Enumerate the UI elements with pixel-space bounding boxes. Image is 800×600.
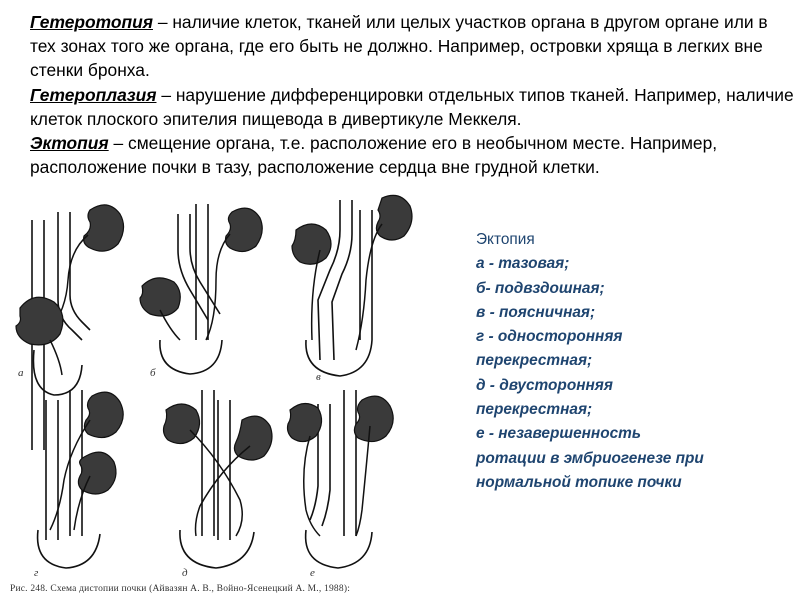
- definition-heteroplasia: – нарушение дифференцировки отдельных типов тканей. Например, наличие клеток плоского эпителия пищевода в дивертикуле Меккеля.: [30, 84, 794, 129]
- panel-c: [292, 195, 412, 383]
- panel-label-b: б: [150, 367, 156, 379]
- legend-item-f: е - незавершенность ротации в эмбриогенезе при нормальной топике почки: [476, 425, 704, 491]
- ectopia-legend: [476, 228, 706, 495]
- legend-item-e: д - двусторонняя перекрестная;: [476, 376, 613, 419]
- paragraph-heteroplasia: [8, 83, 794, 131]
- legend-item-b: б- подвздошная;: [476, 279, 605, 297]
- panel-label-f: е: [310, 567, 315, 579]
- paragraph-heterotopia: [8, 10, 794, 83]
- term-heteroplasia: Гетероплазия: [30, 84, 157, 105]
- legend-title: Эктопия: [476, 231, 535, 248]
- panel-d: [34, 390, 123, 579]
- definition-ectopia: – смещение органа, т.е. расположение его в необычном месте. Например, расположение почки в тазу, расположение сердца вне грудной клетки.: [30, 133, 718, 178]
- kidney-diagram: [10, 190, 440, 580]
- figure-caption: Рис. 248. Схема дистопии почки (Айвазян А. В., Войно-Ясенецкий А. М., 1988):: [10, 584, 351, 594]
- legend-item-d: г - односторонняя перекрестная;: [476, 328, 623, 370]
- definition-heterotopia: – наличие клеток, тканей или целых участков органа в другом органе или в тех зонах того же органа, где его быть не должно. Например, островки хряща в легких вне стенки бронха.: [30, 12, 768, 81]
- panel-f: [288, 390, 394, 579]
- panel-b: [140, 204, 262, 379]
- main-text: [8, 10, 794, 179]
- kidney-ectopia-figure: [10, 190, 440, 580]
- panel-label-c: в: [316, 371, 321, 383]
- term-ectopia: Эктопия: [30, 133, 109, 154]
- panel-e: [164, 390, 273, 579]
- panel-label-e: д: [182, 567, 188, 579]
- panel-label-d: г: [34, 567, 39, 579]
- legend-item-a: а - тазовая;: [476, 255, 570, 273]
- panel-label-a: а: [18, 367, 24, 379]
- term-heterotopia: Гетеротопия: [30, 12, 153, 32]
- legend-item-c: в - поясничная;: [476, 303, 596, 321]
- paragraph-ectopia: [8, 131, 794, 179]
